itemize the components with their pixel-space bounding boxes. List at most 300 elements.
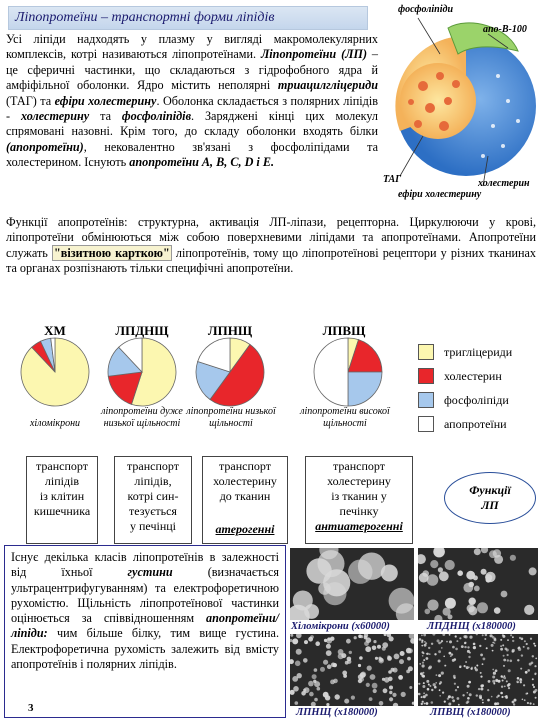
particle (425, 609, 431, 615)
particle (517, 659, 519, 661)
particle (427, 574, 439, 586)
particle (492, 676, 495, 679)
transport-box-ldl (202, 456, 288, 544)
particle (331, 663, 336, 668)
transport-line: із клітин (39, 489, 85, 503)
particle (422, 701, 424, 703)
particle (512, 636, 514, 638)
particle (347, 657, 352, 662)
particle (503, 655, 505, 657)
particle (455, 648, 458, 651)
particle (387, 655, 390, 658)
particle (473, 643, 476, 646)
particle (434, 653, 436, 655)
particle (520, 681, 522, 683)
particle (449, 652, 452, 655)
particle (440, 681, 443, 684)
particle (295, 701, 299, 705)
particle (510, 634, 512, 636)
particle (379, 658, 383, 662)
functions-bubble (444, 472, 536, 524)
particle (446, 641, 448, 643)
particle (422, 664, 425, 667)
particle (487, 699, 490, 702)
particle (516, 681, 519, 684)
particle (454, 658, 457, 661)
particle (383, 688, 388, 693)
particle (348, 560, 372, 584)
particle (330, 680, 335, 685)
particle (500, 648, 503, 651)
transport-box-vldl (114, 456, 192, 544)
particle (349, 651, 352, 654)
atherogenic-tag: атерогенні (215, 522, 275, 536)
particle (527, 647, 530, 650)
particle (468, 681, 471, 684)
particle (494, 638, 497, 641)
particle (439, 571, 449, 581)
label-apo: апо-В-100 (483, 24, 527, 35)
particle (400, 651, 405, 656)
density-info-box: Існує декілька класів ліпопротеїнів в залежності від їхньої густини (визначається ультрацентрифугуванням) та електрофоретичною рухомістю. Щільність ліпопротеїнової частинки оцінюється за співвідношенням апопротеїни/ліпіди: чим більше білку, тим вище густина. Електрофоретична рухомість залежить від вмісту апопротеїнів і полярних ліпідів. (4, 545, 286, 718)
transport-line: транспорт (333, 459, 385, 473)
particle (459, 637, 461, 639)
particle (479, 696, 482, 699)
particle (535, 658, 537, 660)
particle (407, 657, 411, 661)
particle (466, 666, 469, 669)
functions-paragraph: Функції апопротеїнів: структурна, активація ЛП-ліпази, рецепторна. Циркулюючи у крові, ліпопротеїни обмінюються між собою поверхневими ліпідами та апопротеїнами. Апопротеїни служать "візитною карткою" ліпопротеїнів, тому що ліпопротеїнові рецептори у різних тканинах та органах розпізнають тільки специфічні апопротеїни. (6, 215, 537, 276)
particle (382, 678, 385, 681)
particle (478, 688, 480, 690)
particle (482, 634, 484, 636)
particle (533, 643, 535, 645)
particle (507, 639, 509, 641)
particle (474, 586, 480, 592)
particle (501, 696, 503, 698)
particle (508, 687, 510, 689)
particle (317, 687, 321, 691)
particle (424, 641, 426, 643)
particle (423, 652, 425, 654)
particle (480, 688, 483, 691)
particle (484, 638, 486, 640)
legend-label: холестерин (444, 368, 502, 383)
particle (323, 660, 328, 665)
particle (502, 635, 505, 638)
particle (525, 671, 528, 674)
particle (529, 567, 537, 575)
particle (443, 656, 445, 658)
particle (423, 692, 425, 694)
particle (521, 654, 523, 656)
particle (314, 668, 318, 672)
particle (364, 636, 368, 640)
particle (427, 600, 438, 611)
particle (527, 702, 529, 704)
particle (448, 614, 453, 619)
particle (519, 679, 522, 682)
micrograph-caption: ЛПНЩ (х180000) (296, 707, 378, 718)
particle (327, 664, 332, 669)
particle (522, 699, 524, 701)
particle (465, 661, 467, 663)
particle (459, 665, 462, 668)
particle (467, 650, 470, 653)
particle (434, 686, 437, 689)
particle (309, 692, 314, 697)
pie-slice-3-3 (314, 338, 348, 406)
particle (431, 643, 433, 645)
particle (524, 699, 526, 701)
particle (318, 582, 330, 594)
particle (346, 639, 351, 644)
particle (445, 560, 455, 570)
particle (494, 607, 501, 614)
particle (418, 683, 420, 685)
particle (398, 675, 403, 680)
particle (513, 703, 515, 705)
particle (426, 657, 429, 660)
particle (517, 647, 519, 649)
particle (502, 680, 504, 682)
pie-subtitle-ldl: ліпопротеїни низької щільності (186, 406, 276, 429)
lipoprotein-composition-pies (0, 334, 410, 414)
particle (506, 680, 508, 682)
particle (448, 703, 451, 706)
particle (373, 689, 377, 693)
particle (427, 688, 430, 691)
particle (431, 701, 434, 704)
particle (351, 696, 355, 700)
particle (480, 676, 482, 678)
particle (454, 683, 456, 685)
particle (474, 667, 476, 669)
particle (464, 642, 466, 644)
particle (442, 692, 444, 694)
particle (520, 668, 522, 670)
particle (358, 635, 362, 639)
particle (326, 644, 331, 649)
bubble-line: Функції (469, 483, 511, 497)
particle (457, 697, 460, 700)
particle (480, 672, 482, 674)
transport-line: печінку (339, 504, 379, 518)
transport-box-hdl (305, 456, 413, 544)
particle (435, 548, 441, 554)
particle (419, 663, 421, 665)
particle (467, 692, 469, 694)
pie-subtitle-hm: хіломікрони (29, 418, 81, 429)
particle (468, 606, 477, 615)
particle (438, 660, 441, 663)
particle (492, 650, 494, 652)
particle (487, 689, 489, 691)
particle (342, 671, 347, 676)
particle (399, 659, 404, 664)
particle (494, 642, 496, 644)
legend-item-triglycerides (418, 342, 538, 362)
particle (354, 636, 357, 639)
particle (486, 577, 492, 583)
particle (491, 696, 493, 698)
particle (421, 634, 423, 636)
particle (523, 684, 525, 686)
particle (468, 656, 470, 658)
particle (358, 674, 363, 679)
particle (507, 659, 509, 661)
particle (438, 650, 441, 653)
particle (486, 647, 488, 649)
particle (462, 694, 464, 696)
particle (406, 648, 412, 654)
transport-line: із тканин у (331, 489, 387, 503)
particle (467, 697, 470, 700)
particle (526, 643, 528, 645)
pie-legend (418, 342, 538, 434)
particle (433, 683, 436, 686)
particle (458, 704, 460, 706)
transport-line: до тканин (219, 489, 271, 503)
particle (444, 665, 446, 667)
legend-item-apoproteins (418, 414, 538, 434)
particle (382, 642, 388, 648)
pie-title-hdl: ЛПВЩ (322, 323, 366, 338)
particle (483, 658, 486, 661)
particle (492, 669, 494, 671)
particle (421, 645, 423, 647)
particle (449, 640, 452, 643)
micrograph-ldl (290, 634, 414, 706)
particle (534, 665, 536, 667)
particle (512, 649, 515, 652)
transport-line: кишечника (33, 504, 91, 518)
particle (441, 672, 444, 675)
particle (510, 660, 513, 663)
particle (372, 646, 377, 651)
particle (312, 674, 317, 679)
particle (301, 691, 306, 696)
particle (367, 666, 372, 671)
particle (510, 555, 516, 561)
particle (466, 701, 469, 704)
particle (401, 692, 406, 697)
particle (320, 667, 325, 672)
micrograph-vldl (418, 548, 538, 620)
particle (421, 703, 423, 705)
particle (500, 645, 502, 647)
particle (422, 685, 425, 688)
particle (437, 639, 440, 642)
particle (418, 693, 421, 696)
transport-line: тезується (129, 504, 177, 518)
particle (491, 644, 494, 647)
particle (455, 689, 457, 691)
pie-subtitle-hdl: ліпопротеїни високої щільності (300, 406, 390, 429)
particle (524, 605, 534, 615)
particle (436, 674, 438, 676)
particle (428, 667, 431, 670)
particle (426, 653, 428, 655)
particle (327, 637, 330, 640)
legend-label: тригліцериди (444, 344, 513, 359)
transport-line: транспорт (127, 459, 179, 473)
particle (421, 696, 423, 698)
legend-label: фосфоліпіди (444, 392, 509, 407)
particle (495, 669, 498, 672)
particle (466, 571, 475, 580)
particle (501, 591, 508, 598)
particle (426, 702, 429, 705)
particle (457, 686, 459, 688)
particle (492, 680, 495, 683)
particle (438, 674, 441, 677)
label-tag: ТАГ (383, 174, 402, 185)
particle (429, 653, 431, 655)
particle (532, 678, 534, 680)
particle (429, 685, 431, 687)
particle (533, 686, 535, 688)
pie-title-ldl: ЛПНЩ (207, 323, 253, 338)
particle (501, 675, 503, 677)
particle (392, 693, 396, 697)
label-cholesterol: холестерин (478, 178, 530, 189)
particle (498, 680, 501, 683)
pie-subtitle-vldl: ліпопротеїни дуже низької щільності (101, 406, 183, 429)
particle (366, 683, 370, 687)
particle (482, 663, 484, 665)
antiatherogenic-tag: антиатерогенні (315, 519, 403, 533)
particle (508, 685, 510, 687)
particle (481, 569, 487, 575)
particle (304, 640, 308, 644)
particle (441, 640, 443, 642)
particle (438, 567, 443, 572)
particle (448, 695, 451, 698)
particle (389, 686, 393, 690)
micrograph-caption: Хіломікрони (х60000) (291, 621, 390, 632)
particle (308, 681, 314, 687)
particle (388, 677, 393, 682)
particle (344, 699, 349, 704)
particle (306, 558, 331, 583)
particle (431, 689, 433, 691)
particle (464, 665, 466, 667)
particle (428, 647, 430, 649)
legend-swatch (418, 368, 434, 384)
particle (422, 570, 429, 577)
particle (389, 697, 393, 701)
particle (467, 685, 470, 688)
transport-line: ліпідів, (134, 474, 172, 488)
particle (504, 686, 506, 688)
particle (469, 636, 472, 639)
particle (409, 686, 412, 689)
particle (534, 645, 536, 647)
particle (512, 701, 515, 704)
particle (359, 656, 363, 660)
particle (439, 689, 441, 691)
label-phospholipids: фосфоліпіди (398, 4, 454, 15)
particle (435, 682, 437, 684)
transport-line: холестерину (327, 474, 391, 488)
particle (517, 677, 520, 680)
particle (482, 702, 484, 704)
particle (426, 680, 429, 683)
bubble-line: ЛП (481, 498, 499, 512)
particle (394, 654, 400, 660)
particle (474, 548, 481, 555)
page-number: 3 (28, 702, 34, 714)
particle (535, 697, 537, 699)
particle (452, 646, 455, 649)
particle (523, 646, 525, 648)
particle (456, 640, 458, 642)
micrograph-caption: ЛПДНЩ (х180000) (427, 621, 516, 632)
particle (364, 641, 369, 646)
particle (512, 640, 514, 642)
particle (314, 681, 320, 687)
particle (480, 654, 483, 657)
particle (377, 645, 381, 649)
particle (365, 646, 371, 652)
particle (532, 684, 534, 686)
particle (473, 646, 476, 649)
transport-line: холестерину (213, 474, 277, 488)
particle (501, 686, 503, 688)
particle (476, 665, 478, 667)
particle (310, 635, 314, 639)
particle (408, 666, 413, 671)
particle (500, 692, 503, 695)
particle (457, 570, 463, 576)
particle (477, 602, 488, 613)
particle (296, 649, 302, 655)
particle (533, 703, 535, 705)
transport-line: котрі син- (127, 489, 179, 503)
particle (323, 692, 329, 698)
pie-title-vldl: ЛПДНЩ (115, 323, 169, 338)
particle (444, 701, 446, 703)
particle (521, 638, 524, 641)
particle (525, 693, 527, 695)
particle (373, 640, 376, 643)
particle (503, 659, 506, 662)
legend-swatch (418, 392, 434, 408)
particle (423, 695, 426, 698)
particle (422, 655, 424, 657)
particle (496, 702, 499, 705)
label-cholesterol-esters: ефіри холестерину (398, 189, 482, 200)
particle (490, 634, 493, 637)
particle (423, 682, 425, 684)
intro-paragraph: Усі ліпіди надходять у плазму у вигляді макромолекулярних комплексів, котрі називаються ліпопротеїнами. Ліпопротеїни (ЛП) – це сферичні частинки, що складаються з гідрофобного ядра й амфіфільної оболонки. Ядро містить неполярні триацилгліцериди (ТАГ) та ефіри холестерину. Оболонка складається з полярних ліпідів - холестерину та фосфоліпідів. Заряджені кінці цих молекул спрямовані назовні. Крім того, до складу оболонки входять білки (апопротеїни), нековалентно зв'язані з фосфоліпідами та холестерином. Існують апопротеїни А, В, С, D і Е. (6, 32, 379, 170)
particle (532, 655, 534, 657)
legend-swatch (418, 344, 434, 360)
particle (476, 694, 478, 696)
particle (439, 695, 441, 697)
particle (467, 646, 469, 648)
particle (335, 694, 340, 699)
legend-swatch (418, 416, 434, 432)
micrograph-caption: ЛПВЩ (х180000) (430, 707, 511, 718)
particle (469, 598, 476, 605)
particle (369, 697, 373, 701)
particle (292, 638, 298, 644)
particle (372, 683, 378, 689)
transport-line: ліпідів (44, 474, 80, 488)
particle (524, 640, 526, 642)
